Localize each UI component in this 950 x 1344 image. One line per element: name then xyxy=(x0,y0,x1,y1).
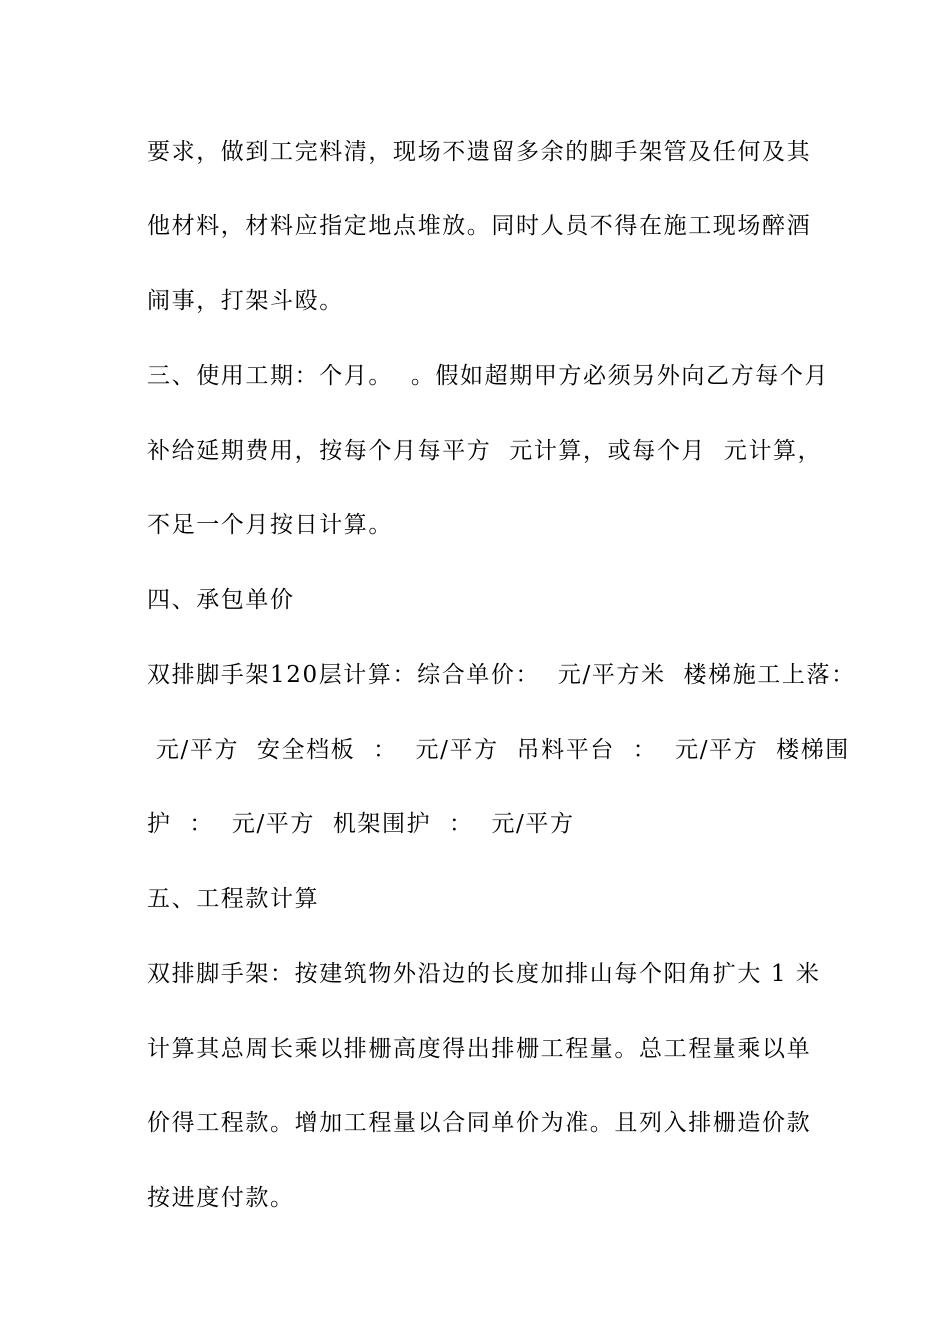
paragraph-line: 闹事，打架斗殴。 xyxy=(147,288,344,314)
paragraph-line: 不足一个月按日计算。 xyxy=(147,512,393,538)
section-heading-5: 五、工程款计算 xyxy=(147,886,320,912)
paragraph-line: 补给延期费用，按每个月每平方 元计算，或每个月 元计算， xyxy=(147,438,823,464)
paragraph-line: 双排脚手架120层计算：综合单价： 元/平方米 楼梯施工上落： xyxy=(147,662,856,688)
paragraph-line: 价得工程款。增加工程量以合同单价为准。且列入排栅造价款 xyxy=(147,1110,812,1136)
paragraph-line: 要求，做到工完料清，现场不遗留多余的脚手架管及任何及其 xyxy=(147,139,812,165)
paragraph-line: 计算其总周长乘以排栅高度得出排栅工程量。总工程量乘以单 xyxy=(147,1036,812,1062)
paragraph-line: 双排脚手架：按建筑物外沿边的长度加排山每个阳角扩大 1 米 xyxy=(147,961,821,987)
section-heading-3: 三、使用工期：个月。 。假如超期甲方必须另外向乙方每个月 xyxy=(147,363,830,389)
paragraph-line: 元/平方 安全档板 ： 元/平方 吊料平台 ： 元/平方 楼梯围 xyxy=(147,737,850,763)
section-heading-4: 四、承包单价 xyxy=(147,587,295,613)
paragraph-line: 按进度付款。 xyxy=(147,1185,295,1211)
paragraph-line: 护 ： 元/平方 机架围护 ： 元/平方 xyxy=(147,811,575,837)
paragraph-line: 他材料，材料应指定地点堆放。同时人员不得在施工现场醉酒 xyxy=(147,213,812,239)
